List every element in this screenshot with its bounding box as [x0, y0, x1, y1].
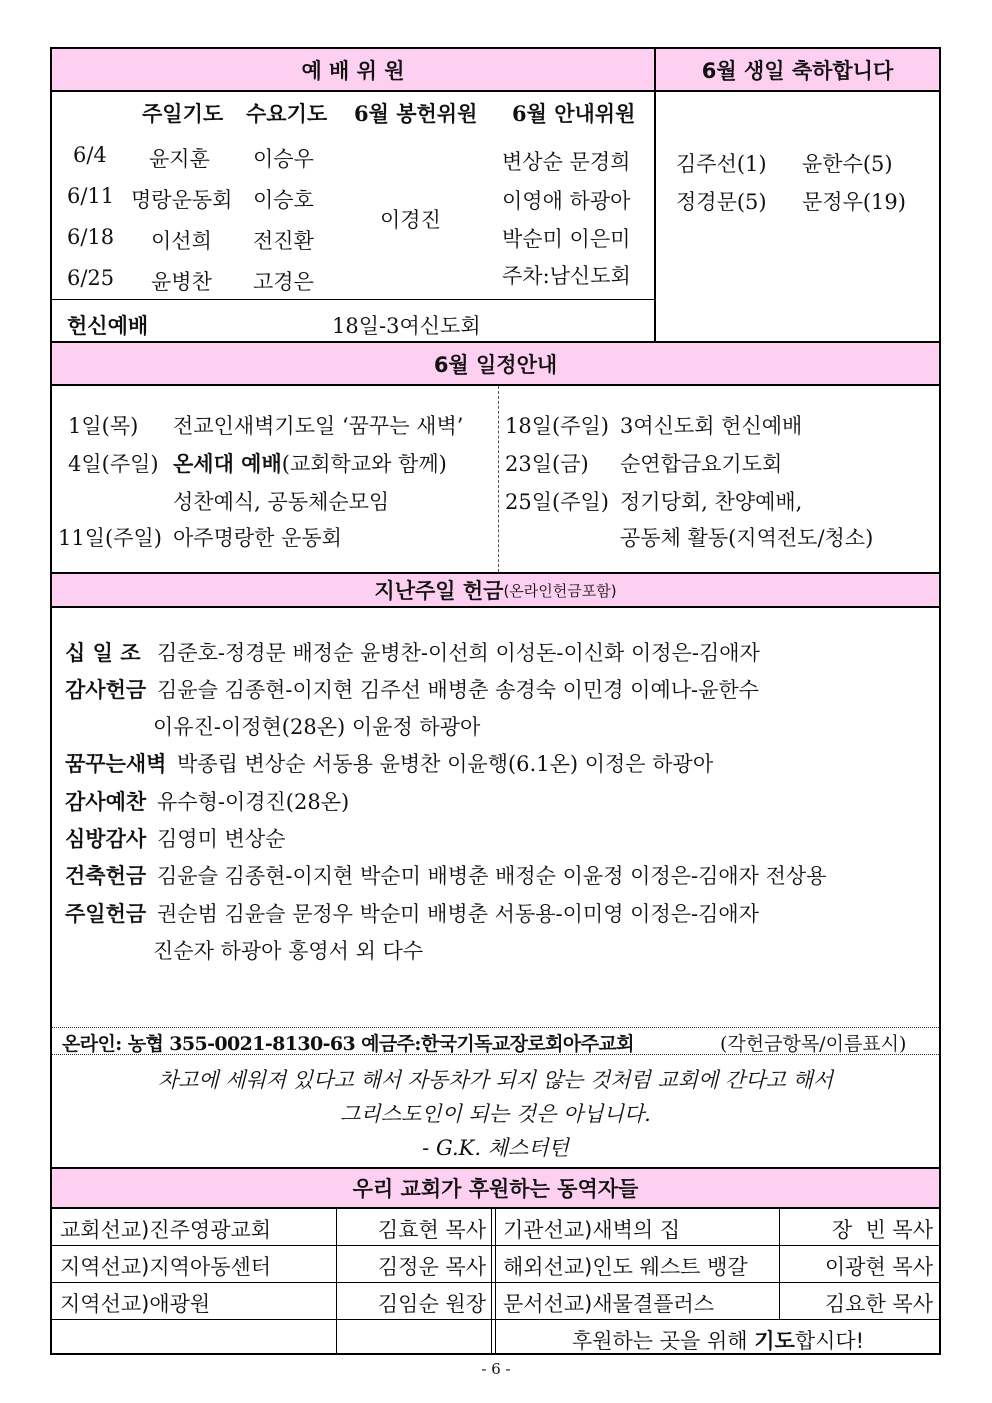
support-person: 김임순 원장 [377, 1292, 486, 1316]
dedication-label: 헌신예배 [67, 313, 149, 338]
col-header-sunday-prayer: 주일기도 [142, 101, 224, 126]
col-header-usher: 6월 안내위원 [512, 101, 636, 126]
offering-header [52, 574, 939, 606]
divider [654, 49, 656, 341]
usher-names: 이영애 하광아 [502, 189, 631, 213]
support-org: 지역선교)애광원 [60, 1292, 211, 1316]
worship-committee-header: 예 배 위 원 [52, 49, 654, 90]
usher-names: 박순미 이은미 [502, 227, 631, 251]
divider [52, 90, 939, 92]
support-person: 김정운 목사 [377, 1255, 486, 1279]
offering-label: 건축헌금 [65, 864, 147, 888]
divider [495, 1209, 496, 1355]
offering-label: 심방감사 [65, 827, 147, 851]
support-person: 김효현 목사 [377, 1218, 486, 1242]
offering-names: 김영미 변상순 [157, 827, 286, 851]
wednesday-prayer-name: 이승호 [253, 188, 314, 212]
schedule-header: 6월 일정안내 [52, 343, 939, 384]
offering-label: 주일헌금 [65, 902, 147, 926]
usher-names: 주차:남신도회 [502, 264, 631, 288]
birthday-name: 김주선(1) [676, 152, 767, 176]
quote-line: 차고에 세워져 있다고 해서 자동차가 되지 않는 것처럼 교회에 간다고 해서 [157, 1068, 834, 1092]
offering-label: 꿈꾸는새벽 [65, 752, 167, 776]
schedule-event: 정기당회, 찬양예배, [620, 490, 803, 514]
schedule-event: 온세대 예배(교회학교와 함께) [173, 452, 447, 476]
offering-names: 김윤슬 김종현-이지현 박순미 배병춘 배정순 이윤정 이정은-김애자 전상용 [157, 864, 827, 888]
usher-names: 변상순 문경희 [502, 150, 631, 174]
support-person: 김요한 목사 [824, 1292, 933, 1316]
quote-author: - G.K. 체스터턴 [422, 1136, 569, 1160]
support-org: 해외선교)인도 웨스트 뱅갈 [503, 1255, 748, 1279]
schedule-date: 11일(주일) [58, 526, 162, 550]
schedule-event: 아주명랑한 운동회 [173, 526, 342, 550]
wednesday-prayer-name: 고경은 [253, 270, 314, 294]
support-org: 교회선교)진주영광교회 [60, 1218, 272, 1242]
row-date: 6/18 [67, 225, 115, 249]
schedule-event: 공동체 활동(지역전도/청소) [620, 526, 874, 550]
row-date: 6/4 [73, 143, 107, 167]
col-header-offering: 6월 봉헌위원 [354, 101, 478, 126]
row-date: 6/11 [67, 184, 115, 208]
offering-names: 김준호-정경문 배정순 윤병찬-이선희 이성돈-이신화 이정은-김애자 [157, 641, 760, 665]
divider [52, 1027, 939, 1028]
col-header-wednesday-prayer: 수요기도 [246, 101, 328, 126]
birthday-header: 6월 생일 축하합니다 [656, 49, 939, 90]
birthday-name: 정경문(5) [676, 190, 767, 214]
schedule-event: 3여신도회 헌신예배 [620, 414, 803, 438]
support-org: 지역선교)지역아동센터 [60, 1255, 272, 1279]
support-header: 우리 교회가 후원하는 동역자들 [52, 1169, 939, 1207]
offering-names: 진순자 하광아 홍영서 외 다수 [153, 939, 424, 963]
schedule-date: 4일(주일) [68, 452, 159, 476]
wednesday-prayer-name: 이승우 [253, 147, 314, 171]
schedule-date: 1일(목) [68, 414, 139, 438]
schedule-event: 성찬예식, 공동체순모임 [173, 490, 390, 514]
divider [52, 384, 939, 386]
offering-names: 박종립 변상순 서동용 윤병찬 이윤행(6.1온) 이정은 하광아 [177, 752, 714, 776]
offering-label: 십 일 조 [65, 641, 141, 665]
support-org: 문서선교)새물결플러스 [503, 1292, 715, 1316]
sunday-prayer-name: 이선희 [151, 229, 212, 253]
support-person: 장 빈 목사 [831, 1218, 933, 1242]
schedule-date: 25일(주일) [505, 490, 609, 514]
birthday-name: 문정우(19) [802, 190, 906, 214]
offering-names: 김윤슬 김종현-이지현 김주선 배병춘 송경숙 이민경 이예나-윤한수 [157, 678, 759, 702]
offering-title: 지난주일 헌금 [374, 579, 504, 603]
online-account: 온라인: 농협 355-0021-8130-63 예금주:한국기독교장로회아주교회 [62, 1033, 634, 1055]
wednesday-prayer-name: 전진환 [253, 229, 314, 253]
birthday-name: 윤한수(5) [802, 152, 893, 176]
schedule-event: 전교인새벽기도일 ‘꿈꾸는 새벽’ [173, 414, 464, 438]
divider [52, 606, 939, 608]
sunday-prayer-name: 윤지훈 [149, 147, 210, 171]
support-closing: 후원하는 곳을 위해 기도합시다! [571, 1329, 865, 1353]
support-person: 이광현 목사 [824, 1255, 933, 1279]
page-number: - 6 - [481, 1360, 511, 1378]
dedication-value: 18일-3여신도회 [332, 314, 481, 338]
offering-title-note: (온라인헌금포함) [503, 581, 617, 600]
quote-line: 그리스도인이 되는 것은 아닙니다. [340, 1102, 651, 1126]
divider [336, 1209, 337, 1355]
schedule-date: 18일(주일) [505, 414, 609, 438]
support-org: 기관선교)새벽의 집 [503, 1218, 681, 1242]
online-account-note: (각헌금항목/이름표시) [720, 1033, 907, 1055]
schedule-event: 순연합금요기도회 [620, 452, 783, 476]
divider [779, 1209, 780, 1319]
offering-label: 감사헌금 [65, 678, 147, 702]
schedule-date: 23일(금) [505, 452, 589, 476]
divider [52, 299, 654, 300]
row-date: 6/25 [67, 266, 115, 290]
offering-names: 이유진-이정현(28온) 이윤정 하광아 [153, 715, 481, 739]
offering-names: 유수형-이경진(28온) [157, 790, 350, 814]
offering-names: 권순범 김윤슬 문정우 박순미 배병춘 서동용-이미영 이정은-김애자 [157, 902, 759, 926]
offering-member: 이경진 [380, 208, 441, 232]
sunday-prayer-name: 명랑운동회 [131, 188, 233, 212]
divider [491, 1209, 492, 1355]
divider [52, 1054, 939, 1055]
sunday-prayer-name: 윤병찬 [151, 270, 212, 294]
divider [498, 386, 499, 572]
offering-label: 감사예찬 [65, 790, 147, 814]
